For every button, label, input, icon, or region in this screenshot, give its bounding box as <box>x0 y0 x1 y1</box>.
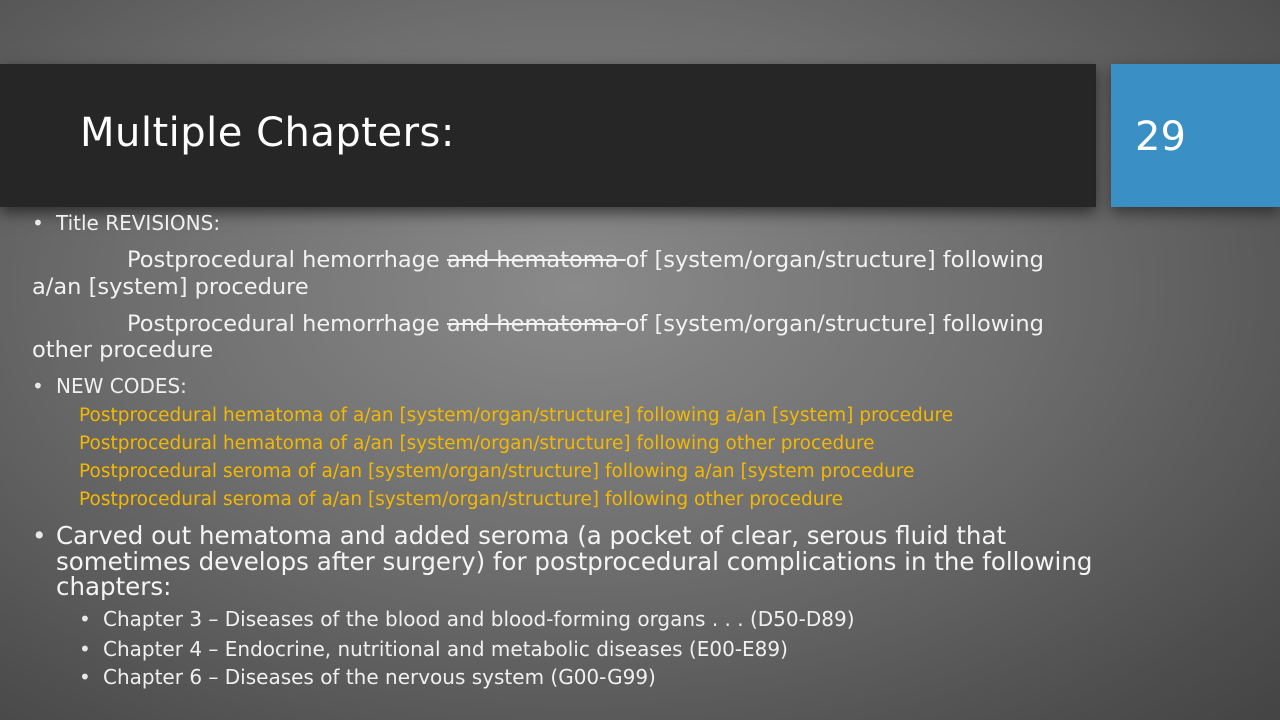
revision-item-2 <box>127 311 1044 337</box>
new-code-item: Postprocedural seroma of a/an [system/organ/structure] following other procedure <box>79 489 844 510</box>
revision-item-1 <box>127 247 1044 273</box>
chapter-item: • Chapter 6 – Diseases of the nervous system (G00-G99) <box>103 665 656 689</box>
carved-out-line-1: • Carved out hematoma and added seroma (a pocket of clear, serous fluid that <box>56 523 1006 549</box>
new-code-item: Postprocedural hematoma of a/an [system/organ/structure] following other procedure <box>79 433 875 454</box>
new-codes-heading: • NEW CODES: <box>56 374 187 398</box>
revision-item-2-end: of [system/organ/structure] following <box>625 311 1044 337</box>
chapter-item: • Chapter 4 – Endocrine, nutritional and metabolic diseases (E00-E89) <box>103 637 788 661</box>
revision-item-1-wrap: a/an [system] procedure <box>32 274 309 300</box>
new-code-item: Postprocedural seroma of a/an [system/organ/structure] following a/an [system procedure <box>79 461 915 482</box>
revision-item-1-start: Postprocedural hemorrhage <box>127 247 447 273</box>
slide-number: 29 <box>1135 114 1186 160</box>
revision-item-1-end: of [system/organ/structure] following <box>625 247 1044 273</box>
revision-item-1-struck: and hematoma <box>446 247 626 273</box>
carved-out-line-2: sometimes develops after surgery) for postprocedural complications in the following <box>56 547 1093 576</box>
carved-out-line-3: chapters: <box>56 572 172 601</box>
revisions-heading: • Title REVISIONS: <box>56 211 220 235</box>
new-code-item: Postprocedural hematoma of a/an [system/organ/structure] following a/an [system] procedure <box>79 405 954 426</box>
revision-item-2-start: Postprocedural hemorrhage <box>127 311 447 337</box>
revision-item-2-wrap: other procedure <box>32 337 214 363</box>
revision-item-2-struck: and hematoma <box>446 311 626 337</box>
chapter-item: • Chapter 3 – Diseases of the blood and blood-forming organs . . . (D50-D89) <box>103 607 855 631</box>
slide-title: Multiple Chapters: <box>80 110 455 156</box>
